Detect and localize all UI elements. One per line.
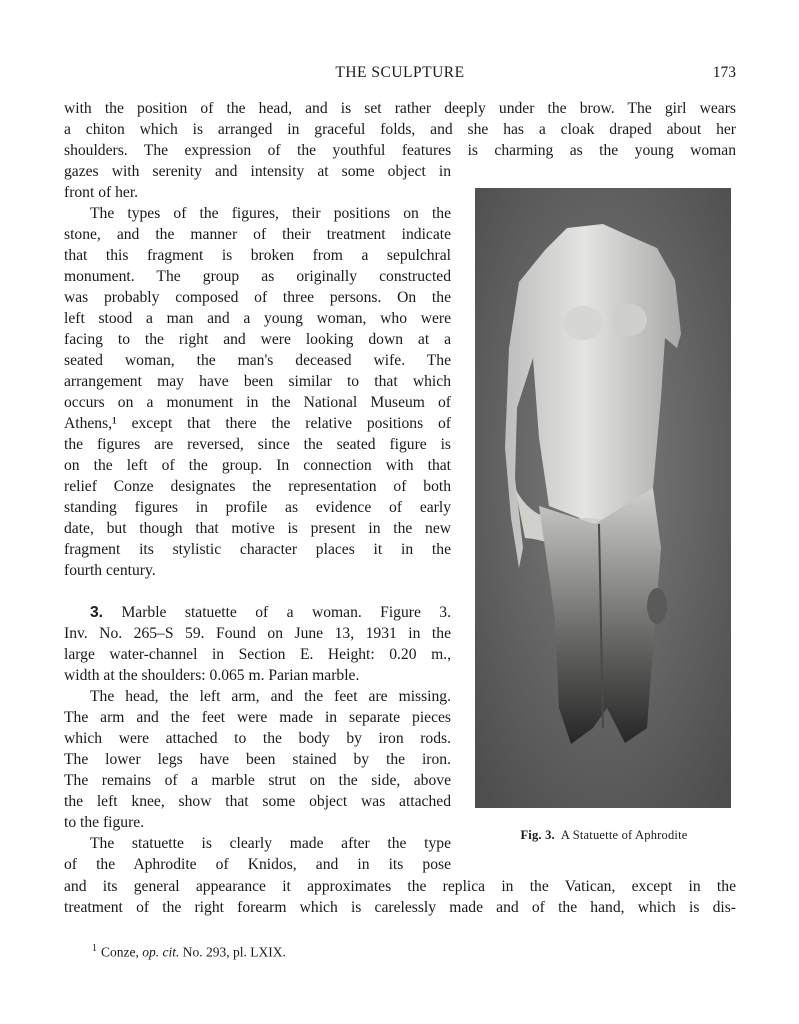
text-line: the figures are reversed, since the seated figure is — [64, 436, 451, 453]
text-line: arrangement may have been similar to that which — [64, 373, 451, 390]
page-number: 173 — [712, 64, 736, 81]
running-head: THE SCULPTURE — [335, 64, 465, 81]
text-line: large water-channel in Section E. Height: 0.20 m., — [64, 646, 451, 663]
text-line: date, but though that motive is present in the new — [64, 520, 451, 537]
text-line: fourth century. — [64, 562, 156, 579]
text-line: was probably composed of three persons. On the — [64, 289, 451, 306]
page-header — [64, 64, 736, 84]
text-line: The arm and the feet were made in separate pieces — [64, 709, 451, 726]
text-line: with the position of the head, and is set rather deeply under the brow. The girl wears — [64, 100, 736, 117]
text-line: The remains of a marble strut on the side, above — [64, 772, 451, 789]
text-line: on the left of the group. In connection with that — [64, 457, 451, 474]
left-column-text — [64, 161, 451, 875]
text-line: treatment of the right forearm which is carelessly made and of the hand, which is dis- — [64, 899, 736, 916]
figure-caption-text: A Statuette of Aphrodite — [560, 828, 688, 842]
text-line: shoulders. The expression of the youthful features is charming as the young woman — [64, 142, 736, 159]
text-line: Athens,¹ except that there the relative positions of — [64, 415, 451, 432]
paragraph-gap — [64, 581, 451, 602]
text-line: seated woman, the man's deceased wife. The — [64, 352, 451, 369]
text-line: monument. The group as originally constructed — [64, 268, 451, 285]
text-line: of the Aphrodite of Knidos, and in its pose — [64, 856, 451, 873]
text-line: relief Conze designates the representation of both — [64, 478, 451, 495]
text-line: to the figure. — [64, 814, 145, 831]
top-paragraph-continuation — [64, 98, 736, 161]
entry-number: 3. — [90, 604, 104, 621]
text-line: The types of the figures, their positions on the — [90, 205, 451, 222]
footnote-rest: No. 293, pl. LXIX. — [182, 944, 286, 960]
text-line: stone, and the manner of their treatment indicate — [64, 226, 451, 243]
text-line: standing figures in profile as evidence of early — [64, 499, 451, 516]
footnote-mark: 1 — [92, 943, 97, 954]
text-line: that this fragment is broken from a sepulchral — [64, 247, 451, 264]
text-line: and its general appearance it approximates the replica in the Vatican, except in the — [64, 878, 736, 895]
text-line: occurs on a monument in the National Museum of — [64, 394, 451, 411]
text-line: a chiton which is arranged in graceful folds, and she has a cloak draped about her — [64, 121, 736, 138]
footnote-ref: op. cit. — [142, 944, 180, 960]
text-line: which were attached to the body by iron rods. — [64, 730, 451, 747]
text-line: The statuette is clearly made after the type — [90, 835, 451, 852]
figure-label: Fig. 3. — [520, 828, 555, 842]
statuette-illustration — [475, 188, 731, 808]
text-line: The head, the left arm, and the feet are missing. — [90, 688, 451, 705]
footnote-author: Conze, — [101, 944, 139, 960]
bottom-paragraph-lines — [64, 876, 736, 918]
text-line: left stood a man and a young woman, who were — [64, 310, 451, 327]
text-line: gazes with serenity and intensity at some object in — [64, 163, 451, 180]
text-line: the left knee, show that some object was attached — [64, 793, 451, 810]
text-line: facing to the right and were looking down at a — [64, 331, 451, 348]
text-line: fragment its stylistic character places it in the — [64, 541, 451, 558]
text-line: Inv. No. 265–S 59. Found on June 13, 1931 in the — [64, 625, 451, 642]
footnote — [92, 943, 286, 961]
figure-caption — [470, 828, 738, 843]
text-line: width at the shoulders: 0.065 m. Parian marble. — [64, 667, 360, 684]
text-line: The lower legs have been stained by the iron. — [64, 751, 451, 768]
entry-title: Marble statuette of a woman. Figure 3. — [121, 604, 451, 621]
text-line: front of her. — [64, 184, 139, 201]
entry-heading-line — [64, 602, 451, 623]
statuette-photograph — [475, 188, 731, 808]
